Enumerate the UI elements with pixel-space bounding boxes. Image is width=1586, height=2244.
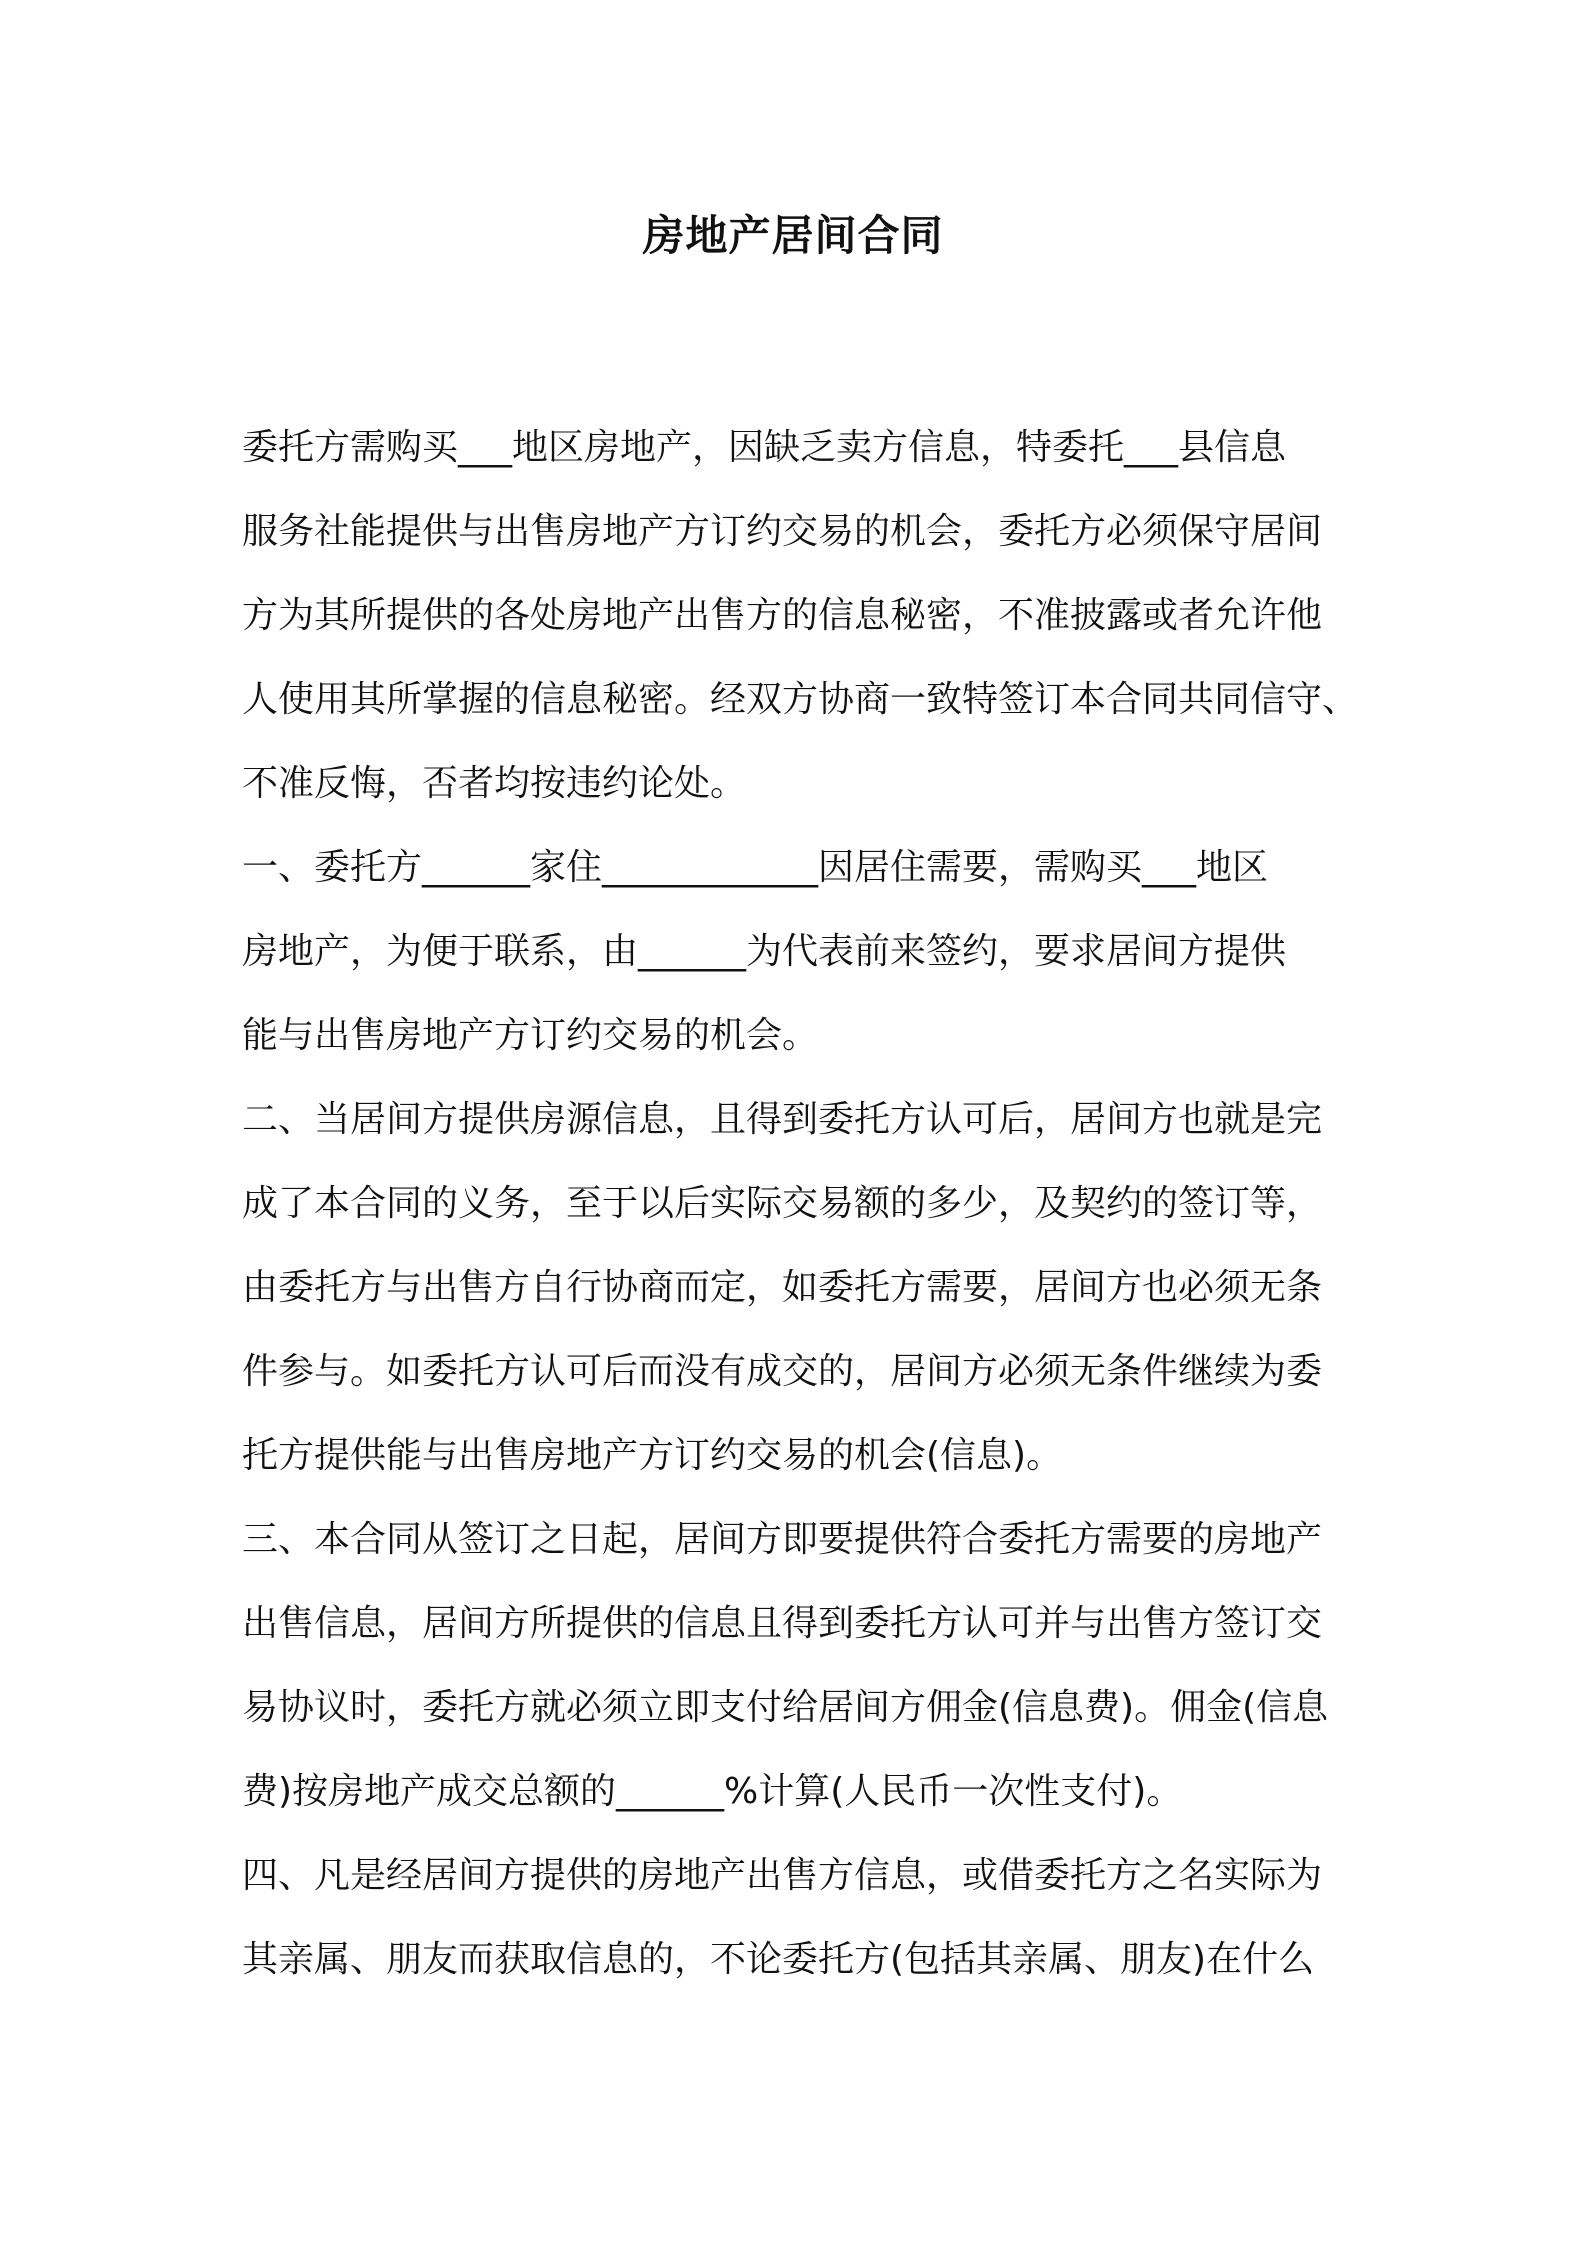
text-line: 能与出售房地产方订约交易的机会。	[242, 1015, 819, 1056]
text-line: 由委托方与出售方自行协商而定，如委托方需要，居间方也必须无条	[242, 1267, 1323, 1308]
text-line: 一、委托方______家住____________因居住需要，需购买___地区	[242, 847, 1269, 888]
text-line: 委托方需购买___地区房地产，因缺乏卖方信息，特委托___县信息	[242, 427, 1287, 468]
text-line: 不准反悔，否者均按违约论处。	[242, 763, 747, 804]
text-line: 费)按房地产成交总额的______%计算(人民币一次性支付)。	[242, 1771, 1183, 1812]
text-line: 成了本合同的义务，至于以后实际交易额的多少，及契约的签订等，	[242, 1183, 1323, 1224]
contract-body	[242, 406, 1362, 2002]
text-line: 四、凡是经居间方提供的房地产出售方信息，或借委托方之名实际为	[242, 1855, 1323, 1896]
text-line: 房地产，为便于联系，由______为代表前来签约，要求居间方提供	[242, 931, 1287, 972]
text-line: 易协议时，委托方就必须立即支付给居间方佣金(信息费)。佣金(信息	[242, 1687, 1329, 1728]
text-line: 服务社能提供与出售房地产方订约交易的机会，委托方必须保守居间	[242, 511, 1323, 552]
text-line: 三、本合同从签订之日起，居间方即要提供符合委托方需要的房地产	[242, 1519, 1323, 1560]
text-line: 出售信息，居间方所提供的信息且得到委托方认可并与出售方签订交	[242, 1603, 1323, 1644]
text-line: 件参与。如委托方认可后而没有成交的，居间方必须无条件继续为委	[242, 1351, 1323, 1392]
text-line: 人使用其所掌握的信息秘密。经双方协商一致特签订本合同共同信守、	[242, 679, 1359, 720]
document-title: 房地产居间合同	[642, 211, 944, 260]
text-line: 方为其所提供的各处房地产出售方的信息秘密，不准披露或者允许他	[242, 595, 1323, 636]
text-line: 其亲属、朋友而获取信息的，不论委托方(包括其亲属、朋友)在什么	[242, 1939, 1315, 1980]
text-line: 二、当居间方提供房源信息，且得到委托方认可后，居间方也就是完	[242, 1099, 1323, 1140]
text-line: 托方提供能与出售房地产方订约交易的机会(信息)。	[242, 1435, 1063, 1476]
